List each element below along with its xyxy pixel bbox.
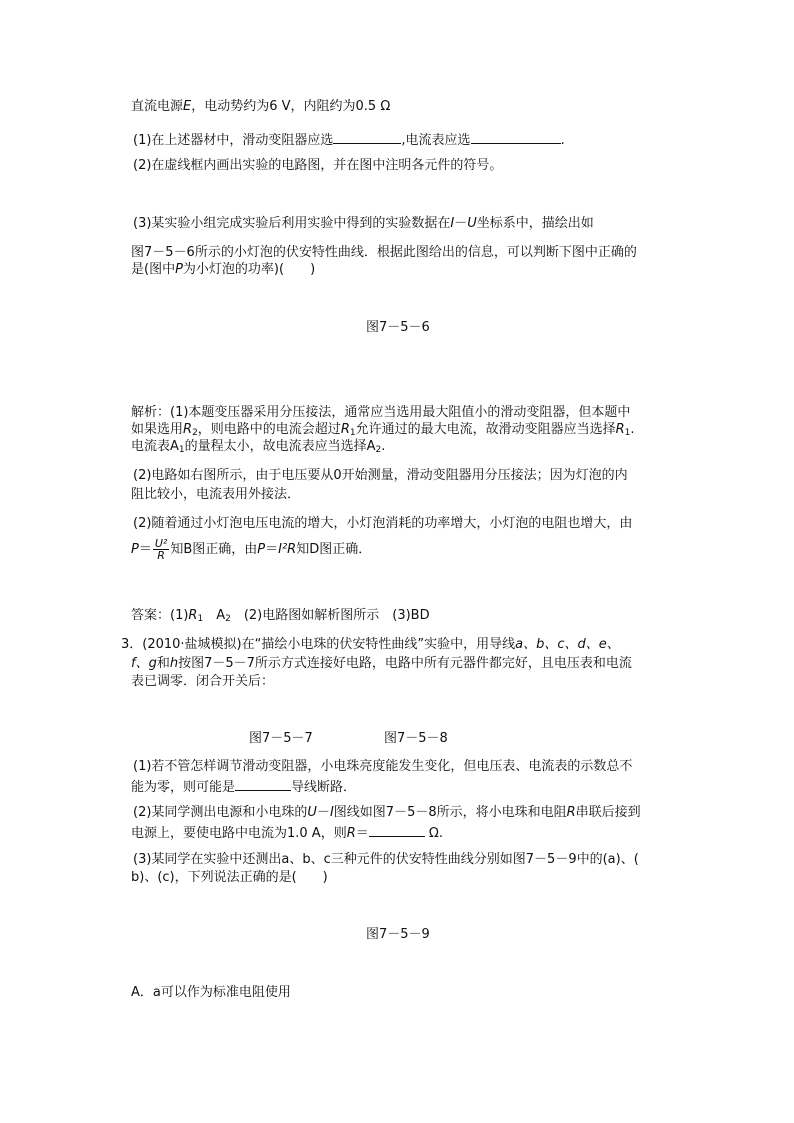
problem-3-line-3: 表已调零．闭合开关后：: [131, 674, 275, 689]
figure-caption-7-5-8: 图7－5－8: [384, 731, 448, 746]
part-3-line-2: b)、(c)，下列说法正确的是( ): [131, 870, 328, 885]
part-2-line-1: (2)某同学测出电源和小电珠的U－I图线如图7－5－8所示，将小电珠和电阻R串联后接到: [133, 805, 641, 820]
question-1-line: (1)在上述器材中，滑动变阻器应选 ,电流表应选 .: [133, 130, 565, 149]
analysis-2-line-2: 阻比较小，电流表用外接法．: [131, 487, 301, 502]
problem-3-line-2: f、g和h按图7－5－7所示方式连接好电路，电路中所有元器件都完好，且电压表和电流: [131, 656, 632, 671]
part-1-line-2: 能为零，则可能是 导线断路．: [131, 777, 356, 796]
problem-3-line-1: 3．(2010·盐城模拟)在“描绘小电珠的伏安特性曲线”实验中，用导线a、b、c、d、e、: [121, 637, 620, 652]
answer-blank-broken-wire: [235, 777, 291, 791]
answer-blank-rheostat: [333, 130, 401, 144]
analysis-2-line-1: (2)电路如右图所示，由于电压要从0开始测量，滑动变阻器用分压接法；因为灯泡的内: [133, 468, 628, 483]
answer-blank-resistance: [369, 823, 425, 837]
figure-caption-7-5-7: 图7－5－7: [249, 731, 313, 746]
part-1-line-1: (1)若不管怎样调节滑动变阻器，小电珠亮度能发生变化，但电压表、电流表的示数总不: [133, 759, 633, 774]
analysis-3-line-1: (2)随着通过小灯泡电压电流的增大，小灯泡消耗的功率增大，小灯泡的电阻也增大，由: [133, 516, 633, 531]
analysis-3-line-2: P＝ $\frac{\text{U²}}{R}$ 知B图正确，由P＝I²R知D图正确．: [131, 537, 372, 562]
part-3-line-1: (3)某同学在实验中还测出a、b、c三种元件的伏安特性曲线分别如图7－5－9中的(a)、(: [133, 852, 639, 867]
question-3-line-1: (3)某实验小组完成实验后利用实验中得到的实验数据在I－U坐标系中，描绘出如: [133, 216, 594, 231]
option-a: A．a可以作为标准电阻使用: [131, 985, 291, 1000]
question-2-line: (2)在虚线框内画出实验的电路图，并在图中注明各元件的符号。: [133, 158, 503, 173]
figure-caption-7-5-6: 图7－5－6: [366, 320, 430, 335]
answer-blank-ammeter: [471, 130, 561, 144]
part-2-line-2: 电源上，要使电路中电流为1.0 A，则R＝ Ω.: [131, 823, 443, 842]
analysis-1-line-1: 解析：(1)本题变压器采用分压接法，通常应当选用最大阻值小的滑动变阻器，但本题中: [131, 405, 631, 420]
question-3-line-2: 图7－5－6所示的小灯泡的伏安特性曲线．根据此图给出的信息，可以判断下图中正确的: [131, 245, 637, 260]
fraction-u2-over-r: $\frac{\text{U²}}{R}$: [154, 537, 168, 562]
figure-caption-7-5-9: 图7－5－9: [366, 927, 430, 942]
answer-line: 答案：$(1)R_1$ $A_2$ (2)电路图如解析图所示 (3)BD: [131, 608, 430, 624]
question-3-line-3: 是(图中P为小灯泡的功率)( ): [131, 262, 316, 277]
analysis-1-line-3: 电流表$A_1$的量程太小，故电流表应当选择$A_2$.: [131, 439, 386, 455]
analysis-1-line-2: 如果选用$R_2$，则电路中的电流会超过$R_1$允许通过的最大电流，故滑动变阻器应当选择$R_1$.: [131, 422, 635, 438]
power-source-line: 直流电源E，电动势约为6 V，内阻约为0.5 Ω: [131, 99, 391, 114]
